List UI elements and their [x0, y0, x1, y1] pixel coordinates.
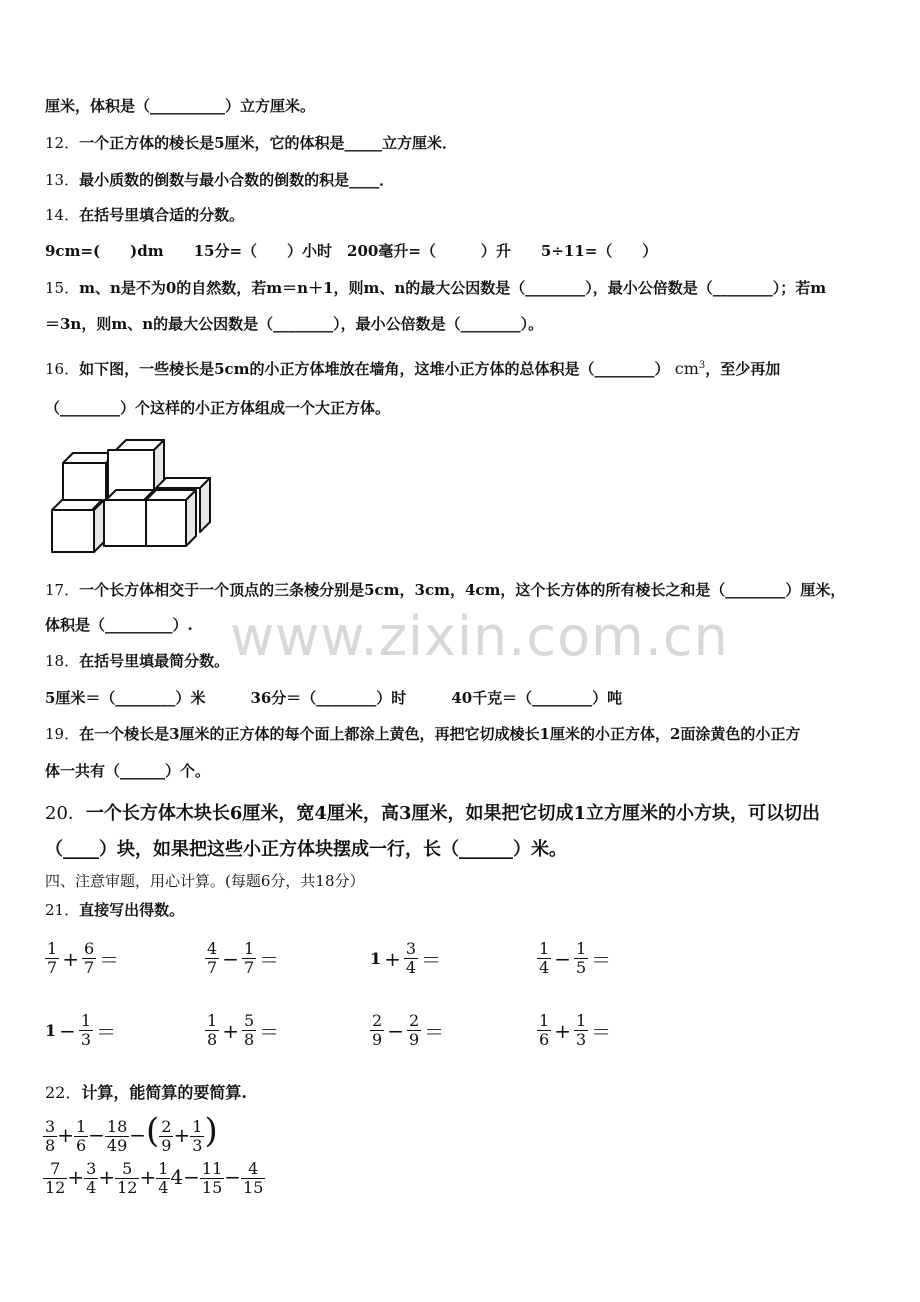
q22-expression-2	[43, 1160, 265, 1197]
denominator: 49	[106, 1136, 128, 1155]
fraction	[242, 940, 256, 977]
operator: +	[384, 946, 401, 971]
whole-number: 4	[170, 1165, 184, 1189]
fraction	[241, 1160, 265, 1197]
numerator: 1	[575, 939, 587, 958]
denominator: 9	[372, 1030, 383, 1049]
unit-exponent: 3	[698, 360, 706, 371]
q-number: 19．	[45, 725, 80, 743]
expression	[45, 1012, 119, 1049]
question-15	[45, 278, 826, 298]
denominator: 3	[575, 1030, 587, 1049]
q-text: 如下图，一些棱长是5cm的小正方体堆放在墙角，这堆小正方体的总体积是（________）	[79, 360, 670, 378]
q-text: 一个长方体木块长6厘米，宽4厘米，高3厘米，如果把它切成1立方厘米的小方块，可以切出	[85, 803, 820, 824]
question-12	[45, 133, 457, 153]
fraction	[537, 940, 551, 977]
numerator: 18	[106, 1117, 128, 1136]
question-18	[45, 651, 229, 671]
denominator: 4	[539, 958, 550, 977]
denominator: 9	[408, 1030, 420, 1049]
operator: +	[62, 946, 79, 971]
question-13	[45, 170, 394, 190]
question-17-line2: 体积是（_________）.	[45, 616, 193, 634]
operator: +	[98, 1165, 116, 1189]
question-19-line2: 体一共有（______）个。	[45, 762, 211, 780]
operator: +	[57, 1123, 74, 1147]
cube-front-face	[146, 500, 186, 546]
q-text-tail: ，至少再加	[705, 360, 781, 378]
denominator: 8	[45, 1136, 56, 1155]
operator: +	[67, 1165, 85, 1189]
q-number: 18．	[45, 652, 80, 670]
equals-sign: ＝	[421, 948, 442, 972]
numerator: 1	[80, 1011, 92, 1030]
denominator: 3	[192, 1136, 203, 1155]
whole-number: 1	[45, 1021, 57, 1040]
q22-expression-1	[43, 1111, 218, 1155]
denominator: 4	[405, 958, 417, 977]
cube-front-face	[63, 463, 106, 504]
expression	[537, 1012, 614, 1049]
numerator: 1	[158, 1159, 169, 1178]
q-text: 在一个棱长是3厘米的正方体的每个面上都涂上黄色，再把它切成棱长1厘米的小正方体，2面涂黄色的小正方	[79, 725, 801, 743]
operator: −	[222, 946, 239, 971]
fraction	[370, 1012, 384, 1049]
operator: −	[88, 1123, 105, 1147]
denominator: 8	[207, 1030, 218, 1049]
operator: −	[387, 1018, 404, 1043]
operator: +	[173, 1123, 191, 1147]
equals-sign: ＝	[424, 1020, 445, 1044]
fraction	[156, 1160, 170, 1197]
numerator: 1	[75, 1117, 87, 1136]
question-14-items: 9cm=( )dm 15分=（ ）小时 200毫升=（ ）升 5÷11=（ ）	[45, 242, 658, 260]
numerator: 2	[408, 1011, 420, 1030]
q-number: 16．	[45, 360, 80, 378]
numerator: 3	[86, 1159, 97, 1178]
numerator: 1	[539, 939, 550, 958]
cube-side-face	[186, 490, 196, 546]
equals-sign: ＝	[96, 1020, 117, 1044]
numerator: 11	[201, 1159, 223, 1178]
denominator: 12	[117, 1178, 138, 1197]
denominator: 3	[80, 1030, 92, 1049]
fraction	[407, 1012, 421, 1049]
q-number: 22．	[45, 1083, 82, 1102]
numerator: 7	[43, 1160, 67, 1179]
cube-stack-figure	[48, 436, 214, 554]
fraction	[82, 940, 96, 977]
q-text: m、n是不为0的自然数，若m＝n＋1，则m、n的最大公因数是（________），最小公倍数是（________）；若m	[79, 279, 827, 297]
q-number: 12．	[45, 134, 80, 152]
numerator: 2	[372, 1011, 383, 1030]
question-16-line2: （________）个这样的小正方体组成一个大正方体。	[45, 399, 391, 417]
fraction	[84, 1160, 98, 1197]
equals-sign: ＝	[259, 948, 280, 972]
expression	[370, 940, 444, 977]
fraction	[43, 1160, 67, 1197]
section-4-heading: 四、注意审题，用心计算。(每题6分，共18分）	[45, 872, 365, 890]
denominator: 4	[158, 1178, 169, 1197]
denominator: 7	[47, 958, 58, 977]
denominator: 15	[243, 1178, 264, 1197]
fraction	[574, 1012, 588, 1049]
denominator: 6	[539, 1030, 550, 1049]
cube-front-face	[104, 500, 146, 546]
q-number: 21．	[45, 901, 80, 919]
operator: +	[139, 1165, 157, 1189]
operator: +	[554, 1018, 571, 1043]
q-number: 15．	[45, 279, 80, 297]
q-text: 直接写出得数。	[79, 901, 185, 919]
expression	[205, 1012, 282, 1049]
fraction	[105, 1118, 129, 1155]
fraction	[159, 1118, 173, 1155]
equals-sign: ＝	[591, 1020, 612, 1044]
denominator: 5	[575, 958, 587, 977]
question-18-items: 5厘米＝（________）米 36分＝（________）时 40千克＝（________）吨	[45, 689, 623, 707]
denominator: 8	[243, 1030, 255, 1049]
fraction	[43, 1118, 57, 1155]
operator: −	[129, 1123, 147, 1147]
numerator: 1	[207, 1011, 218, 1030]
q-text: 一个长方体相交于一个顶点的三条棱分别是5cm，3cm，4cm，这个长方体的所有棱长之和是（________）厘米，	[79, 581, 846, 599]
operator: −	[554, 946, 571, 971]
q-text: 最小质数的倒数与最小合数的倒数的积是____．	[79, 171, 395, 189]
expression	[45, 940, 122, 977]
cube-side-face	[94, 500, 104, 552]
fraction	[115, 1160, 139, 1197]
equals-sign: ＝	[99, 948, 120, 972]
numerator: 3	[45, 1117, 56, 1136]
question-17	[45, 580, 845, 600]
q-number: 20．	[45, 803, 86, 824]
fraction	[537, 1012, 551, 1049]
equals-sign: ＝	[259, 1020, 280, 1044]
operator: −	[59, 1018, 76, 1043]
q-text: 在括号里填合适的分数。	[79, 206, 245, 224]
denominator: 15	[201, 1178, 223, 1197]
numerator: 4	[207, 939, 218, 958]
cube-front-face	[52, 510, 94, 552]
question-20-line2: （____）块，如果把这些小正方体块摆成一行，长（______）米。	[45, 839, 567, 860]
denominator: 7	[207, 958, 218, 977]
expression	[205, 940, 282, 977]
q-text: 在括号里填最简分数。	[79, 652, 230, 670]
q-text: 计算，能简算的要简算.	[81, 1083, 247, 1102]
denominator: 6	[75, 1136, 87, 1155]
cube-side-face	[200, 478, 210, 532]
question-19	[45, 724, 800, 744]
numerator: 1	[192, 1117, 203, 1136]
question-16	[45, 356, 780, 379]
denominator: 12	[45, 1178, 66, 1197]
fraction	[79, 1012, 93, 1049]
denominator: 9	[161, 1136, 172, 1155]
fraction	[242, 1012, 256, 1049]
q-number: 17．	[45, 581, 80, 599]
numerator: 2	[161, 1117, 172, 1136]
numerator: 1	[47, 939, 58, 958]
unit-cm: cm	[674, 359, 699, 378]
expression	[370, 1012, 447, 1049]
denominator: 7	[83, 958, 95, 977]
numerator: 1	[539, 1011, 550, 1030]
fraction	[574, 940, 588, 977]
numerator: 6	[83, 939, 95, 958]
numerator: 5	[243, 1011, 255, 1030]
numerator: 1	[243, 939, 255, 958]
operator: +	[222, 1018, 239, 1043]
fraction	[200, 1160, 224, 1197]
question-21	[45, 900, 184, 920]
q11-continuation: 厘米，体积是（__________）立方厘米。	[45, 97, 316, 115]
fraction	[205, 1012, 219, 1049]
operator: −	[183, 1165, 200, 1189]
watermark: www.zixin.com.cn	[230, 605, 729, 668]
denominator: 4	[86, 1178, 97, 1197]
fraction	[205, 940, 219, 977]
fraction	[404, 940, 418, 977]
fraction	[74, 1118, 88, 1155]
equals-sign: ＝	[591, 948, 612, 972]
question-20	[45, 802, 820, 826]
question-22	[45, 1083, 247, 1103]
expression	[537, 940, 614, 977]
fraction	[190, 1118, 204, 1155]
operator: −	[224, 1165, 242, 1189]
numerator: 5	[115, 1160, 139, 1179]
numerator: 4	[241, 1160, 265, 1179]
denominator: 7	[243, 958, 255, 977]
whole-number: 1	[370, 949, 382, 968]
numerator: 1	[575, 1011, 587, 1030]
left-paren: (	[146, 1111, 160, 1151]
numerator: 3	[405, 939, 417, 958]
q-number: 13．	[45, 171, 80, 189]
right-paren: )	[204, 1111, 218, 1151]
q-number: 14．	[45, 206, 80, 224]
question-15-line2: ＝3n，则m、n的最大公因数是（________），最小公倍数是（________）。	[45, 315, 544, 333]
question-14	[45, 205, 244, 225]
q-text: 一个正方体的棱长是5厘米，它的体积是_____立方厘米．	[79, 134, 458, 152]
fraction	[45, 940, 59, 977]
